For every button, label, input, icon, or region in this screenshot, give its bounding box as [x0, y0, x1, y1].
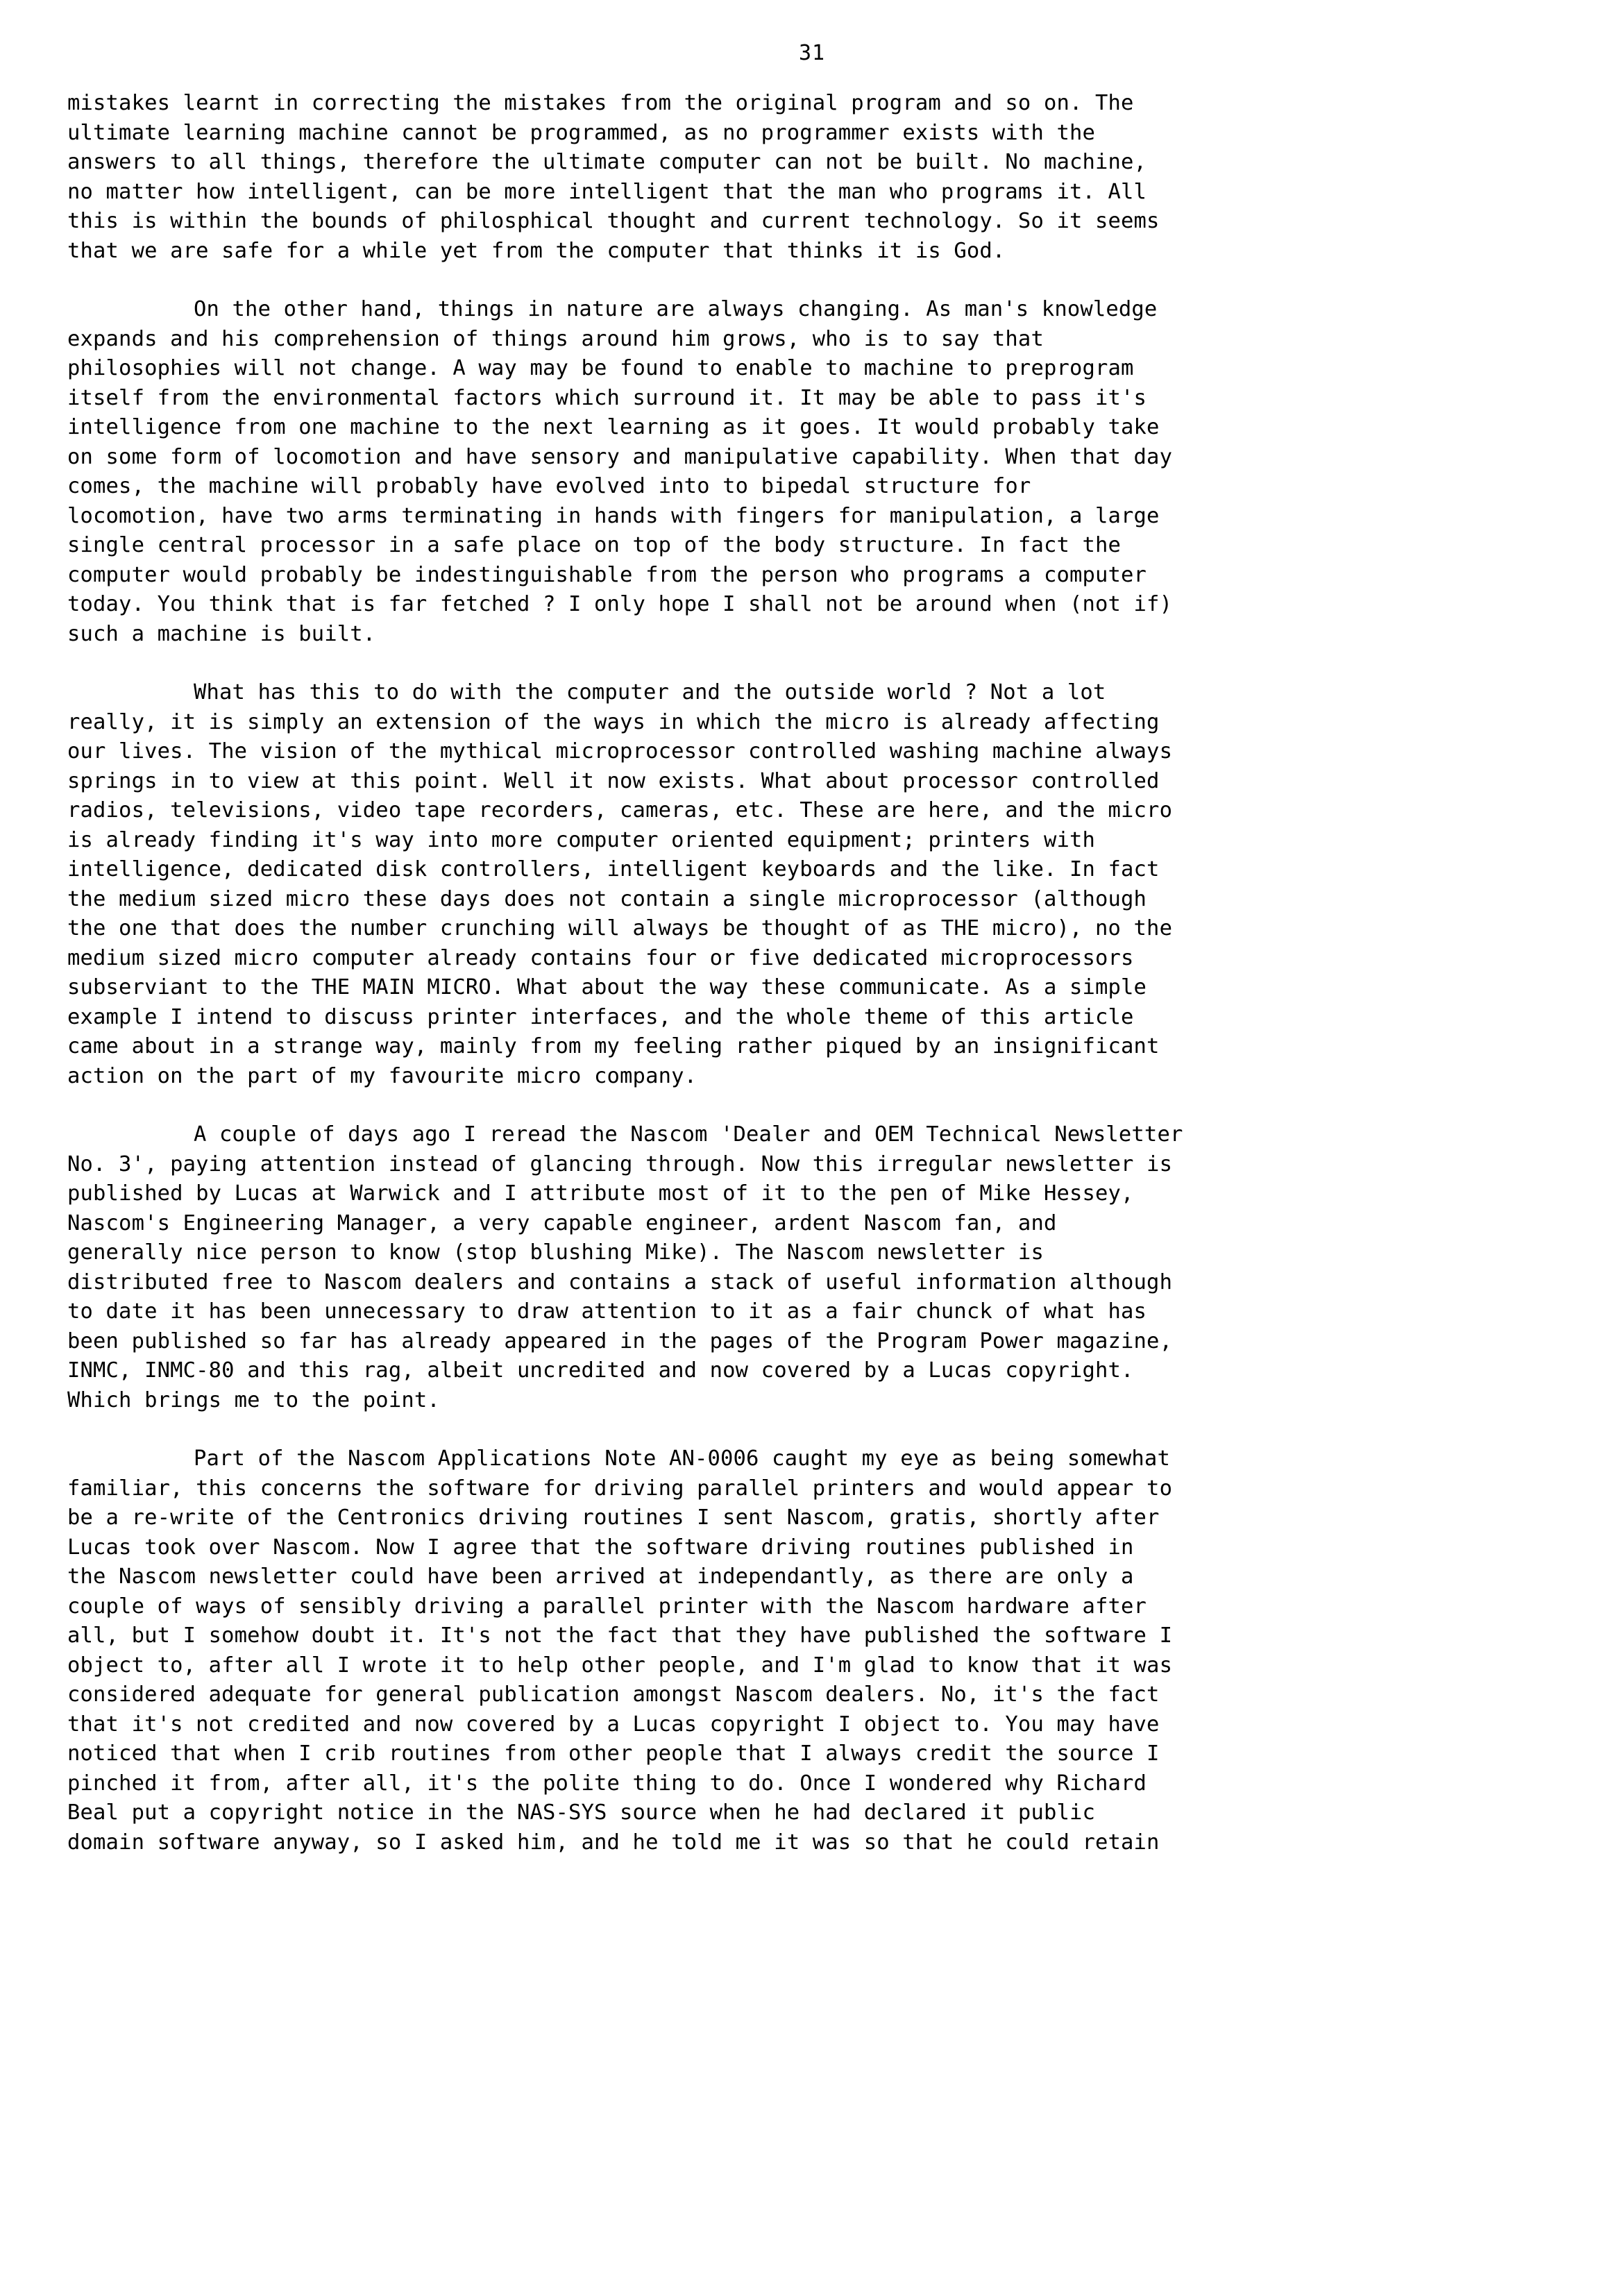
text-line: today. You think that is far fetched ? I only hope I shall not be around when (not if) — [67, 592, 1173, 616]
paragraph-1 — [67, 89, 1497, 266]
text-line: What has this to do with the computer and the outside world ? Not a lot — [194, 680, 1106, 704]
text-line: Beal put a copyright notice in the NAS-SYS source when he had declared it public — [67, 1800, 1096, 1825]
text-line: really, it is simply an extension of the ways in which the micro is already affecting — [67, 709, 1160, 734]
text-line: distributed free to Nascom dealers and contains a stack of useful information although — [67, 1269, 1173, 1294]
text-line: that we are safe for a while yet from the computer that thinks it is God. — [67, 238, 1006, 263]
text-line: intelligence, dedicated disk controllers, intelligent keyboards and the like. In fact — [67, 857, 1160, 881]
text-line: answers to all things, therefore the ultimate computer can not be built. No machine, — [67, 150, 1147, 174]
text-line: that it's not credited and now covered by a Lucas copyright I object to. You may have — [67, 1712, 1160, 1737]
text-line: expands and his comprehension of things around him grows, who is to say that — [67, 326, 1044, 351]
paragraph-5 — [67, 1444, 1497, 1857]
text-line: been published so far has already appeared in the pages of the Program Power magazine, — [67, 1328, 1173, 1353]
text-line: came about in a strange way, mainly from my feeling rather piqued by an insignificant — [67, 1034, 1160, 1058]
text-line: familiar, this concerns the software for driving parallel printers and would appear to — [67, 1476, 1173, 1501]
text-line: ultimate learning machine cannot be programmed, as no programmer exists with the — [67, 120, 1096, 145]
text-line: such a machine is built. — [67, 621, 376, 646]
page-body-text — [67, 89, 1497, 1857]
text-line: Part of the Nascom Applications Note AN-0006 caught my eye as being somewhat — [194, 1446, 1170, 1471]
text-line: A couple of days ago I reread the Nascom 'Dealer and OEM Technical Newsletter — [194, 1122, 1183, 1147]
text-line: computer would probably be indestinguishable from the person who programs a computer — [67, 562, 1147, 587]
text-line: noticed that when I crib routines from other people that I always credit the source I — [67, 1741, 1160, 1766]
text-line: intelligence from one machine to the next learning as it goes. It would probably take — [67, 415, 1160, 439]
text-line: No. 3', paying attention instead of glancing through. Now this irregular newsletter is — [67, 1151, 1173, 1176]
text-line: published by Lucas at Warwick and I attribute most of it to the pen of Mike Hessey, — [67, 1181, 1134, 1206]
paragraph-4 — [67, 1120, 1497, 1415]
paragraph-3 — [67, 678, 1497, 1091]
text-line: springs in to view at this point. Well it now exists. What about processor controlled — [67, 768, 1160, 793]
page-number: 31 — [798, 41, 826, 65]
text-line: the one that does the number crunching will always be thought of as THE micro), no the — [67, 916, 1173, 940]
text-line: no matter how intelligent, can be more intelligent that the man who programs it. All — [67, 179, 1147, 204]
text-line: all, but I somehow doubt it. It's not the fact that they have published the software I — [67, 1623, 1173, 1648]
text-line: radios, televisions, video tape recorders, cameras, etc. These are here, and the micro — [67, 798, 1173, 822]
text-line: domain software anyway, so I asked him, and he told me it was so that he could retain — [67, 1830, 1160, 1855]
text-line: our lives. The vision of the mythical microprocessor controlled washing machine always — [67, 739, 1173, 763]
text-line: couple of ways of sensibly driving a parallel printer with the Nascom hardware after — [67, 1594, 1147, 1619]
text-line: pinched it from, after all, it's the polite thing to do. Once I wondered why Richard — [67, 1771, 1147, 1796]
paragraph-2 — [67, 295, 1497, 649]
text-line: to date it has been unnecessary to draw attention to it as a fair chunck of what has — [67, 1299, 1147, 1324]
text-line: object to, after all I wrote it to help other people, and I'm glad to know that it was — [67, 1653, 1173, 1678]
text-line: the Nascom newsletter could have been arrived at independantly, as there are only a — [67, 1564, 1134, 1589]
text-line: Lucas took over Nascom. Now I agree that the software driving routines published in — [67, 1535, 1134, 1560]
text-line: example I intend to discuss printer interfaces, and the whole theme of this article — [67, 1004, 1134, 1029]
text-line: medium sized micro computer already contains four or five dedicated microprocessors — [67, 945, 1134, 970]
text-line: this is within the bounds of philosphical thought and current technology. So it seems — [67, 209, 1160, 233]
text-line: INMC, INMC-80 and this rag, albeit uncredited and now covered by a Lucas copyright. — [67, 1358, 1134, 1383]
text-line: considered adequate for general publication amongst Nascom dealers. No, it's the fact — [67, 1682, 1160, 1707]
text-line: comes, the machine will probably have evolved into to bipedal structure for — [67, 474, 1031, 498]
text-line: single central processor in a safe place on top of the body structure. In fact the — [67, 533, 1122, 557]
text-line: On the other hand, things in nature are always changing. As man's knowledge — [194, 297, 1158, 321]
text-line: Nascom's Engineering Manager, a very capable engineer, ardent Nascom fan, and — [67, 1210, 1057, 1235]
text-line: be a re-write of the Centronics driving routines I sent Nascom, gratis, shortly after — [67, 1505, 1160, 1530]
text-line: the medium sized micro these days does not contain a single microprocessor (although — [67, 886, 1147, 911]
text-line: generally nice person to know (stop blushing Mike). The Nascom newsletter is — [67, 1240, 1044, 1265]
text-line: locomotion, have two arms terminating in hands with fingers for manipulation, a large — [67, 503, 1160, 528]
text-line: mistakes learnt in correcting the mistakes from the original program and so on. The — [67, 91, 1134, 115]
text-line: Which brings me to the point. — [67, 1387, 440, 1412]
text-line: subserviant to the THE MAIN MICRO. What about the way these communicate. As a simple — [67, 975, 1147, 999]
text-line: is already finding it's way into more computer oriented equipment; printers with — [67, 827, 1096, 852]
text-line: philosophies will not change. A way may be found to enable to machine to preprogram — [67, 356, 1134, 380]
text-line: itself from the environmental factors which surround it. It may be able to pass it's — [67, 385, 1147, 410]
text-line: action on the part of my favourite micro company. — [67, 1063, 697, 1088]
text-line: on some form of locomotion and have sensory and manipulative capability. When that day — [67, 444, 1173, 469]
